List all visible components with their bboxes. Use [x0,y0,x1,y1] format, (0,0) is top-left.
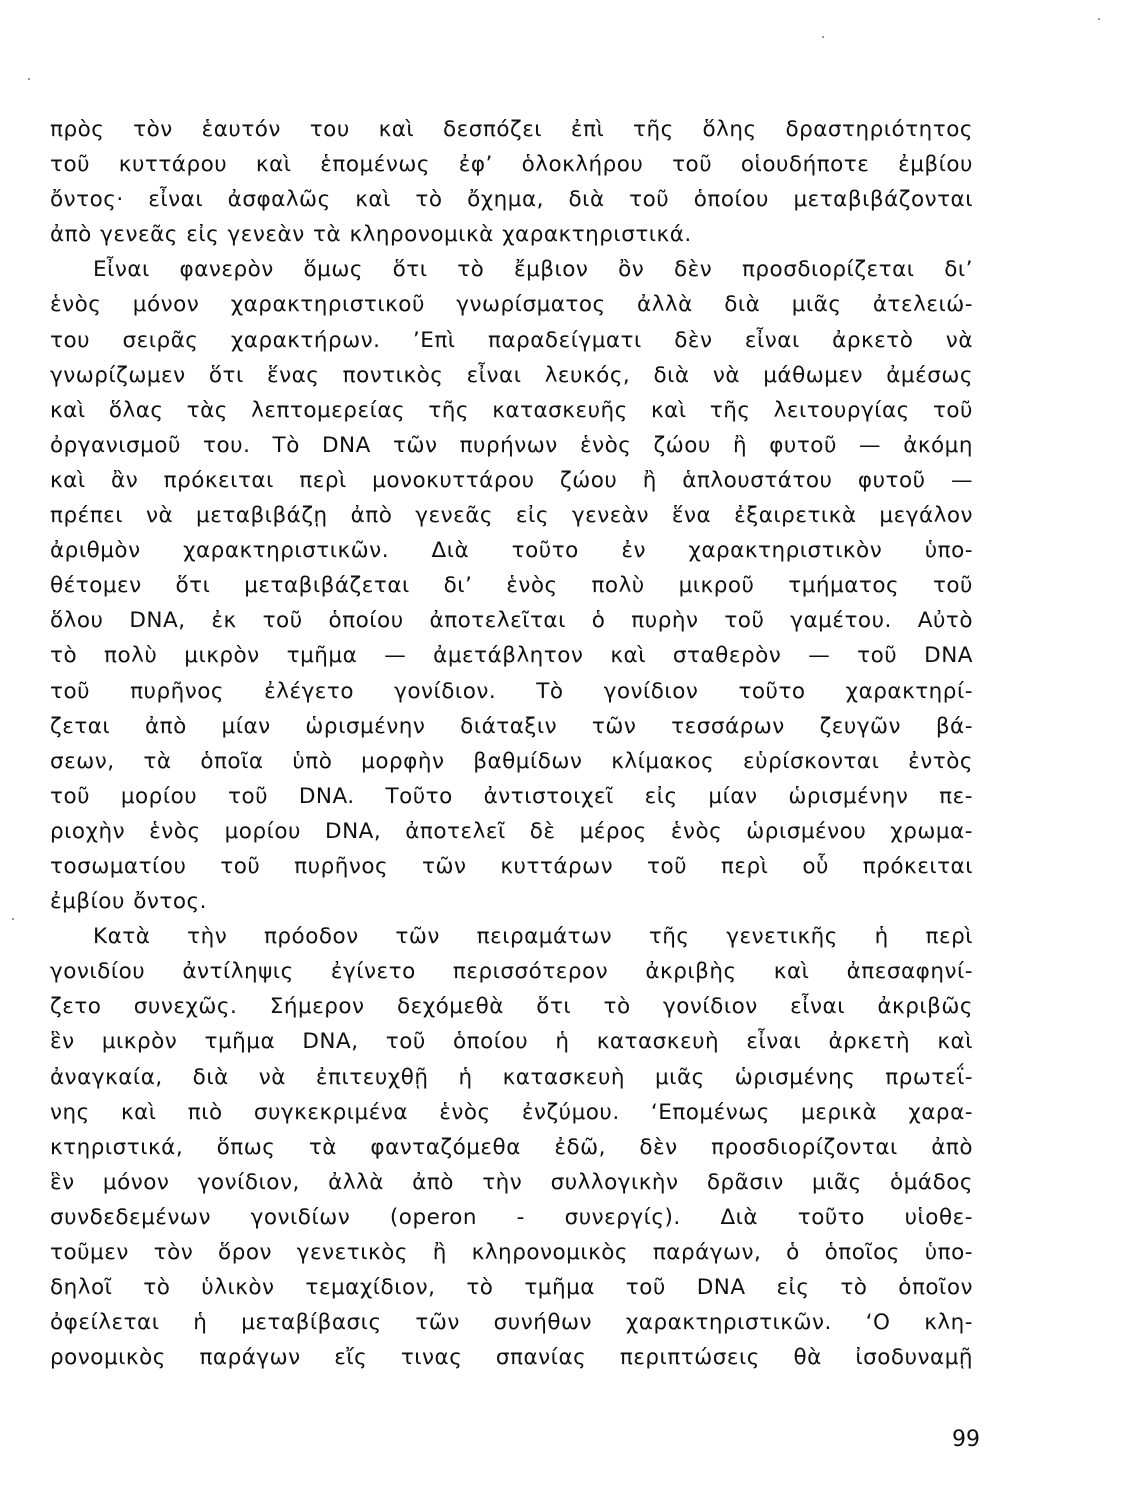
text-line: σεων, τὰ ὁποῖα ὑπὸ μορφὴν βαθμίδων κλίμακος εὑρίσκονται ἐντὸς [50,748,973,774]
text-line: τοῦ πυρῆνος ἐλέγετο γονίδιον. Τὸ γονίδιον τοῦτο χαρακτηρί- [50,678,973,704]
text-line: γνωρίζωμεν ὅτι ἕνας ποντικὸς εἶναι λευκός, διὰ νὰ μάθωμεν ἀμέσως [50,362,973,388]
text-line: πρέπει νὰ μεταβιβάζῃ ἀπὸ γενεᾶς εἰς γενεὰν ἕνα ἐξαιρετικὰ μεγάλον [50,503,973,529]
page-number: 99 [952,1427,980,1452]
text-line: πρὸς τὸν ἑαυτόν του καὶ δεσπόζει ἐπὶ τῆς ὅλης δραστηριότητος [50,117,973,142]
text-line: νης καὶ πιὸ συγκεκριμένα ἑνὸς ἐνζύμου. ‘Επομένως μερικὰ χαρα- [50,1099,973,1125]
text-line: ὄντος· εἶναι ἀσφαλῶς καὶ τὸ ὄχημα, διὰ τοῦ ὁποίου μεταβιβάζονται [50,187,973,213]
text-line: ἐμβίου ὄντος. [50,889,207,915]
text-line: συνδεδεμένων γονιδίων (operon - συνεργίς). Διὰ τοῦτο υἱοθε- [50,1204,973,1230]
text-line: ἀναγκαία, διὰ νὰ ἐπιτευχθῇ ἡ κατασκευὴ μιᾶς ὡρισμένης πρωτεΐ- [50,1064,973,1090]
text-line: ριοχὴν ἑνὸς μορίου DNA, ἀποτελεῖ δὲ μέρος ἑνὸς ὡρισμένου χρωμα- [50,818,973,844]
text-line: θέτομεν ὅτι μεταβιβάζεται δι’ ἑνὸς πολὺ μικροῦ τμήματος τοῦ [50,573,973,599]
text-line: του σειρᾶς χαρακτήρων. ’Επὶ παραδείγματι δὲν εἶναι ἀρκετὸ νὰ [50,327,973,353]
text-line: ζεται ἀπὸ μίαν ὡρισμένην διάταξιν τῶν τεσσάρων ζευγῶν βά- [50,713,973,739]
text-line: κτηριστικά, ὅπως τὰ φανταζόμεθα ἐδῶ, δὲν προσδιορίζονται ἀπὸ [50,1134,973,1160]
text-line: τοῦμεν τὸν ὅρον γενετικὸς ἢ κληρονομικὸς παράγων, ὁ ὁποῖος ὑπο- [50,1240,973,1265]
text-line: ἀπὸ γενεᾶς εἰς γενεὰν τὰ κληρονομικὰ χαρακτηριστικά. [50,222,692,248]
text-line: ἑνὸς μόνον χαρακτηριστικοῦ γνωρίσματος ἀλλὰ διὰ μιᾶς ἀτελειώ- [50,292,973,318]
text-line: ὀργανισμοῦ του. Τὸ DNA τῶν πυρήνων ἑνὸς ζώου ἢ φυτοῦ — ἀκόμη [50,432,973,458]
text-line: ζετο συνεχῶς. Σήμερον δεχόμεθὰ ὅτι τὸ γονίδιον εἶναι ἀκριβῶς [50,994,973,1020]
text-line: ἀριθμὸν χαρακτηριστικῶν. Διὰ τοῦτο ἐν χαρακτηριστικὸν ὑπο- [50,538,973,564]
scan-speck [28,78,30,80]
text-line: ἓν μικρὸν τμῆμα DNA, τοῦ ὁποίου ἡ κατασκευὴ εἶναι ἀρκετὴ καὶ [50,1029,973,1055]
text-line: Κατὰ τὴν πρόοδον τῶν πειραμάτων τῆς γενετικῆς ἡ περὶ [93,924,973,950]
text-line: καὶ ἂν πρόκειται περὶ μονοκυττάρου ζώου ἢ ἁπλουστάτου φυτοῦ — [50,467,973,493]
text-line: ὀφείλεται ἡ μεταβίβασις τῶν συνήθων χαρακτηριστικῶν. ‘Ο κλη- [50,1310,973,1336]
text-line: Εἶναι φανερὸν ὅμως ὅτι τὸ ἔμβιον ὂν δὲν προσδιορίζεται δι’ [93,257,973,283]
text-line: δηλοῖ τὸ ὑλικὸν τεμαχίδιον, τὸ τμῆμα τοῦ DNA εἰς τὸ ὁποῖον [50,1275,973,1301]
scan-speck [12,918,14,920]
text-line: τοῦ μορίου τοῦ DNA. Τοῦτο ἀντιστοιχεῖ εἰς μίαν ὡρισμένην πε- [50,783,973,809]
scan-speck [1098,18,1100,20]
text-line: ὅλου DNA, ἐκ τοῦ ὁποίου ἀποτελεῖται ὁ πυρὴν τοῦ γαμέτου. Αὐτὸ [50,608,973,634]
text-line: τοῦ κυττάρου καὶ ἑπομένως ἐφ’ ὁλοκλήρου τοῦ οἱουδήποτε ἐμβίου [50,152,973,178]
text-line: ἓν μόνον γονίδιον, ἀλλὰ ἀπὸ τὴν συλλογικὴν δρᾶσιν μιᾶς ὁμάδος [50,1169,973,1195]
text-line: ρονομικὸς παράγων εἴς τινας σπανίας περιπτώσεις θὰ ἰσοδυναμῇ [50,1345,973,1371]
scan-speck [822,36,824,38]
text-line: τὸ πολὺ μικρὸν τμῆμα — ἀμετάβλητον καὶ σταθερὸν — τοῦ DNA [50,643,973,669]
text-line: καὶ ὅλας τὰς λεπτομερείας τῆς κατασκευῆς καὶ τῆς λειτουργίας τοῦ [50,397,973,423]
text-line: γονιδίου ἀντίληψις ἐγίνετο περισσότερον ἀκριβὴς καὶ ἀπεσαφηνί- [50,959,973,985]
body-text [50,112,973,1375]
text-line: τοσωματίου τοῦ πυρῆνος τῶν κυττάρων τοῦ περὶ οὗ πρόκειται [50,853,973,879]
